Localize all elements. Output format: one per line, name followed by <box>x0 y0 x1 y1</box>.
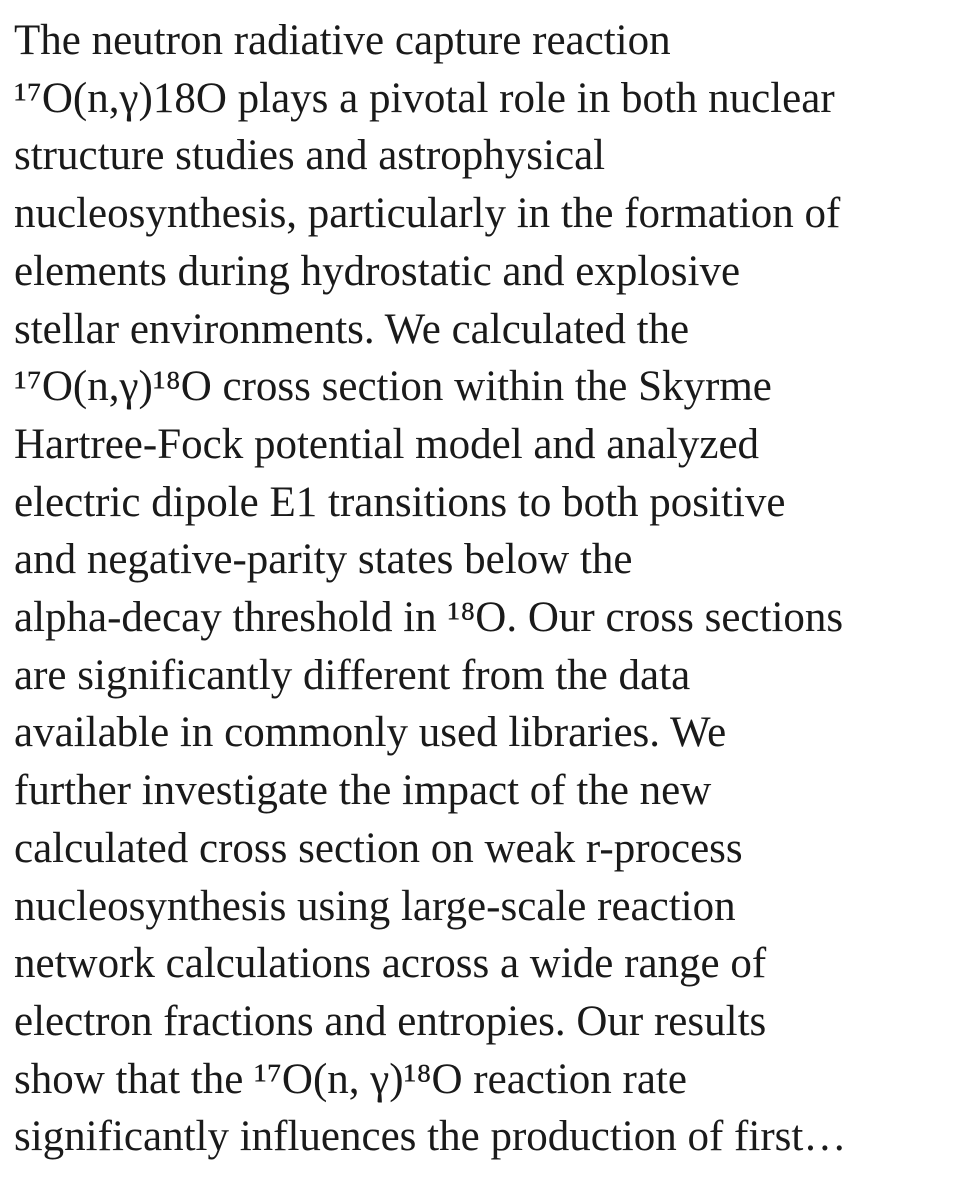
text-line: significantly influences the production of first… <box>14 1113 847 1161</box>
text-line: are significantly different from the data <box>14 651 691 699</box>
text-line: available in commonly used libraries. We <box>14 709 727 757</box>
text-line: ¹⁷O(n,γ)18O plays a pivotal role in both nuclear <box>14 74 835 122</box>
text-line: nucleosynthesis using large-scale reaction <box>14 882 736 930</box>
text-line: further investigate the impact of the new <box>14 767 712 815</box>
text-line: electron fractions and entropies. Our results <box>14 997 767 1045</box>
text-line: structure studies and astrophysical <box>14 132 606 180</box>
abstract-text <box>14 12 954 1166</box>
text-line: alpha-decay threshold in ¹⁸O. Our cross sections <box>14 594 844 642</box>
text-line: stellar environments. We calculated the <box>14 305 690 353</box>
text-line: ¹⁷O(n,γ)¹⁸O cross section within the Skyrme <box>14 363 772 411</box>
text-line: calculated cross section on weak r-process <box>14 824 743 872</box>
text-line: electric dipole E1 transitions to both positive <box>14 478 786 526</box>
text-line: The neutron radiative capture reaction <box>14 17 671 64</box>
text-line: elements during hydrostatic and explosive <box>14 247 741 295</box>
text-line: network calculations across a wide range of <box>14 940 767 988</box>
text-line: show that the ¹⁷O(n, γ)¹⁸O reaction rate <box>14 1055 687 1103</box>
text-line: and negative-parity states below the <box>14 536 633 584</box>
text-line: nucleosynthesis, particularly in the formation of <box>14 190 841 238</box>
text-line: Hartree-Fock potential model and analyzed <box>14 420 760 468</box>
